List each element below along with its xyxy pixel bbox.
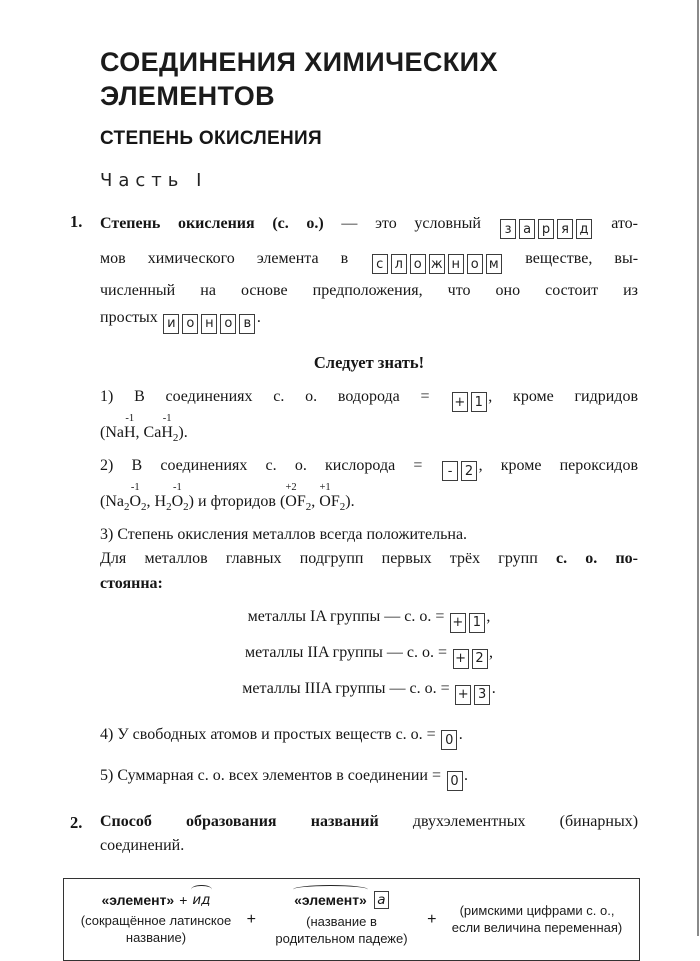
- answer-cell: м: [486, 254, 502, 274]
- page-title: [100, 46, 638, 114]
- text-fragment: Степень окисления металлов всегда положительна.: [117, 525, 468, 543]
- answer-cell: в: [239, 314, 255, 334]
- text-fragment: веществе, вы-: [525, 249, 639, 267]
- suffix-a-box: а: [374, 891, 389, 909]
- answer-cell: я: [557, 219, 573, 239]
- scheme-element-id-column: [76, 892, 236, 947]
- metals-list: [100, 601, 638, 710]
- answer-cells-zaryad: [499, 214, 594, 244]
- scheme-col2-caption: (название в родительном падеже): [275, 914, 408, 947]
- item-1-line-3: [100, 279, 638, 303]
- text-fragment-bold: с. о. по-: [555, 550, 639, 568]
- rule-5-line: [100, 761, 638, 796]
- answer-cell: с: [372, 254, 388, 274]
- item-1: [70, 209, 639, 339]
- text-fragment: .: [256, 309, 261, 327]
- text-fragment: металлы IIIA группы — с. о. =: [242, 680, 450, 698]
- rule-4-number: 4): [100, 725, 114, 743]
- answer-cell: 0: [441, 730, 457, 750]
- item-2-term: Способ образования названий: [100, 813, 379, 831]
- text-fragment: металлы IA группы — с. о. =: [247, 608, 445, 626]
- scan-edge-artifact: [697, 0, 699, 936]
- scheme-roman-numerals-column: [447, 903, 627, 937]
- text-fragment: .: [464, 766, 469, 784]
- plus-sign: +: [179, 892, 188, 909]
- rule-3-line-3: [100, 572, 638, 597]
- answer-cell: р: [538, 219, 554, 239]
- scheme-element-a-column: [267, 891, 417, 948]
- answer-cell: 3: [474, 685, 490, 705]
- metal-line-iia: [100, 637, 638, 673]
- answer-cell: з: [500, 219, 516, 239]
- answer-cell: 2: [461, 461, 477, 481]
- text-fragment: .: [458, 725, 463, 743]
- text-fragment: ,: [489, 644, 494, 662]
- scheme-col1-word: «элемент»: [101, 892, 175, 909]
- suffix-id-handwritten: ид: [192, 892, 211, 909]
- answer-cell: д: [576, 219, 592, 239]
- item-1-line-2: [100, 244, 638, 279]
- metal-line-ia: [100, 601, 638, 637]
- item-2-line-2: [100, 834, 638, 858]
- answer-cell: +: [452, 392, 468, 412]
- section-heading: СТЕПЕНЬ ОКИСЛЕНИЯ: [100, 127, 322, 149]
- rule-3-number: 3): [100, 525, 114, 543]
- answer-cells-minus2: [441, 459, 479, 484]
- text-fragment: численный на основе предположения, что оно состоит из: [100, 282, 638, 300]
- answer-cell: о: [467, 254, 483, 274]
- naming-scheme-box: [63, 878, 640, 961]
- text-fragment: , кроме пероксидов: [478, 456, 638, 474]
- text-fragment: двухэлементных (бинарных): [412, 813, 639, 831]
- answer-cell: о: [410, 254, 426, 274]
- text-fragment: ,: [486, 608, 491, 626]
- item-1-line-4: [100, 303, 638, 338]
- text-fragment: простых: [100, 309, 158, 327]
- text-fragment: мов химического элемента в: [100, 249, 349, 267]
- answer-cell: 2: [472, 649, 488, 669]
- answer-cells-ia: [448, 606, 486, 637]
- part-heading: Часть I: [100, 169, 208, 191]
- answer-cell: -: [442, 461, 458, 481]
- rule-2-line: [100, 454, 638, 484]
- item-1-line-1: [100, 209, 638, 244]
- text-fragment: , кроме гидридов: [488, 387, 639, 405]
- answer-cell: а: [519, 219, 535, 239]
- scheme-col2-word: «элемент»: [294, 892, 367, 909]
- rule-3-line-2: [100, 547, 638, 572]
- answer-cell: н: [201, 314, 217, 334]
- answer-cell: +: [455, 685, 471, 705]
- scheme-col2-top: [294, 891, 389, 909]
- answer-cell: 1: [469, 613, 485, 633]
- answer-cells-zero-1: [440, 725, 459, 755]
- know-heading: Следует знать!: [313, 352, 425, 372]
- answer-cells-iia: [451, 642, 489, 673]
- text-fragment: металлы IIA группы — с. о. =: [244, 644, 448, 662]
- answer-cells-ionov: [162, 308, 257, 338]
- text-fragment: ато-: [611, 214, 638, 232]
- answer-cell: ж: [429, 254, 445, 274]
- page-title-line2: ЭЛЕМЕНТОВ: [100, 80, 276, 111]
- item-2-line-1: [100, 810, 638, 834]
- answer-cell: 0: [447, 771, 463, 791]
- item-2-number: 2.: [70, 813, 83, 833]
- answer-cell: о: [182, 314, 198, 334]
- rule-2-number: 2): [100, 456, 114, 474]
- answer-cells-iiia: [454, 678, 492, 709]
- answer-cells-slozhnom: [370, 249, 503, 279]
- text-fragment: Суммарная с. о. всех элементов в соединении =: [117, 766, 442, 784]
- metal-line-iiia: [100, 673, 638, 709]
- answer-cell: л: [391, 254, 407, 274]
- rule-1-number: 1): [100, 387, 114, 405]
- answer-cell: +: [450, 613, 466, 633]
- text-fragment: В соединениях с. о. водорода =: [134, 387, 430, 405]
- plus-separator-2: +: [427, 910, 437, 928]
- scheme-col1-caption: (сокращённое латинское название): [80, 913, 232, 946]
- text-fragment: .: [491, 680, 496, 698]
- page-title-line1: СОЕДИНЕНИЯ ХИМИЧЕСКИХ: [100, 47, 498, 77]
- rule-4-line: [100, 720, 638, 755]
- scheme-col1-top: [101, 892, 210, 908]
- text-fragment: У свободных атомов и простых веществ с. о. =: [117, 725, 436, 743]
- text-fragment: соединений.: [100, 837, 185, 855]
- answer-cell: 1: [471, 392, 487, 412]
- text-fragment-bold: стоянна:: [100, 575, 163, 593]
- answer-cell: +: [453, 649, 469, 669]
- item-1-number: 1.: [70, 211, 83, 231]
- rule-1-line: [100, 385, 638, 415]
- item-1-term: Степень окисления (с. о.): [100, 214, 324, 232]
- item-2: [70, 810, 639, 858]
- answer-cell: о: [220, 314, 236, 334]
- text-fragment: В соединениях с. о. кислорода =: [131, 456, 423, 474]
- text-fragment: — это условный: [341, 214, 481, 232]
- rule-3-line-1: [100, 523, 638, 548]
- rule-2-formula: ($Na_2$ -1 $O_2$, $H_2$ -1 $O_2$) и фторидов ( +2 $OF_2$, +1 $OF_2$).: [100, 482, 355, 514]
- scheme-col3-caption: (римскими цифрами с. о., если величина переменная): [451, 902, 623, 935]
- plus-separator-1: +: [246, 910, 256, 928]
- rule-5-number: 5): [100, 766, 114, 784]
- answer-cell: н: [448, 254, 464, 274]
- answer-cells-zero-2: [445, 766, 464, 796]
- rule-1-formula: (Na -1 H, Ca -1 $H_2$).: [100, 413, 188, 445]
- text-fragment: Для металлов главных подгрупп первых трёх групп: [100, 550, 538, 568]
- answer-cells-plus1: [450, 390, 488, 415]
- answer-cell: и: [163, 314, 179, 334]
